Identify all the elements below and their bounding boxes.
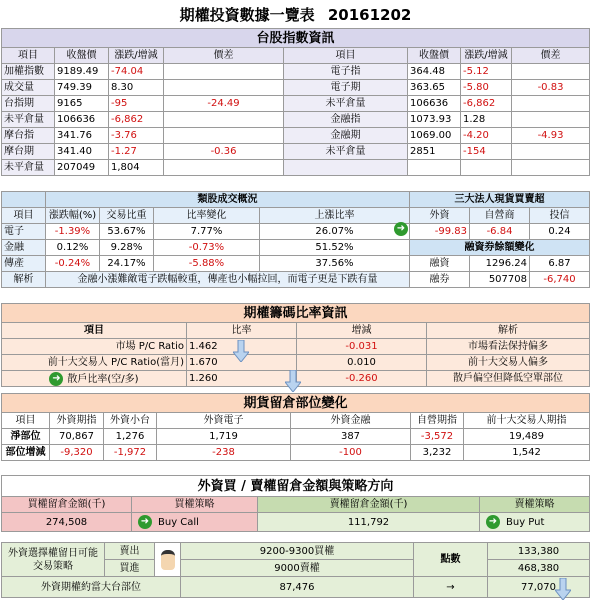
sector-cell: 0.12%	[46, 240, 100, 256]
sector-title: 類股成交概況	[46, 192, 410, 208]
twse-table	[1, 28, 590, 176]
down-arrow-icon	[555, 578, 571, 600]
sector-analysis-text: 金融小漲難敵電子跌幅較重，傳產也小幅拉回，而電子更是下跌有量	[46, 272, 410, 288]
twse-cell	[512, 144, 590, 160]
margin-change-financing: 6.87	[530, 256, 590, 272]
bottom-equiv-arrow: →	[414, 577, 488, 598]
title-text: 期權投資數據一覽表	[179, 6, 315, 24]
right-arrow-icon: ➜	[138, 515, 152, 529]
bottom-label: 外資選擇權留日可能交易策略	[2, 543, 105, 577]
margin-title: 融資券餘額變化	[410, 240, 590, 256]
twse-cell	[284, 160, 408, 176]
twse-cell: -0.36	[164, 144, 284, 160]
twse-cell	[408, 160, 461, 176]
futures-cell: -9,320	[50, 445, 104, 461]
twse-cell	[164, 112, 284, 128]
right-arrow-icon: ➜	[486, 515, 500, 529]
strategy-put-strategy: Buy Put	[506, 517, 545, 528]
twse-cell: 341.76	[55, 128, 109, 144]
twse-cell	[164, 64, 284, 80]
futures-cell: 387	[291, 429, 411, 445]
bottom-points-2: 468,380	[488, 560, 590, 577]
title-date: 20161202	[327, 6, 412, 24]
institutional-table	[409, 191, 590, 288]
options-row-retail-ratio: 1.260	[187, 371, 297, 387]
margin-change-short: -6,740	[530, 272, 590, 288]
twse-header-cell: 收盤價	[408, 48, 461, 64]
twse-cell	[512, 160, 590, 176]
bottom-sell-value: 9200-9300買權	[181, 543, 414, 560]
twse-cell: 1073.93	[408, 112, 461, 128]
options-row-market-ratio: 1.462	[187, 339, 297, 355]
sector-header-cell: 項目	[2, 208, 46, 224]
person-icon	[161, 550, 175, 570]
strategy-table	[1, 475, 590, 532]
margin-value-financing: 1296.24	[470, 256, 530, 272]
options-row-retail-label	[2, 371, 187, 387]
sector-cell: -0.24%	[46, 256, 100, 272]
table-row	[2, 96, 590, 112]
sector-cell: 37.56%	[260, 256, 410, 272]
twse-cell: 106636	[55, 112, 109, 128]
inst-value-trust: 0.24	[530, 224, 590, 240]
twse-section-title: 台股指數資訊	[2, 29, 590, 48]
bottom-points-label: 點數	[414, 543, 488, 577]
twse-cell: -4.93	[512, 128, 590, 144]
options-head-analysis: 解析	[427, 323, 590, 339]
bottom-buy-label: 買進	[105, 560, 155, 577]
strategy-call-strategy-cell	[132, 513, 258, 532]
futures-cell: 部位增減	[2, 445, 50, 461]
table-row	[2, 64, 590, 80]
institutional-title: 三大法人現貨買賣超	[410, 192, 590, 208]
person-icon-cell	[155, 543, 181, 577]
strategy-head-put-strategy: 賣權策略	[480, 497, 590, 513]
twse-header-cell: 價差	[164, 48, 284, 64]
twse-cell: 749.39	[55, 80, 109, 96]
right-arrow-icon: ➜	[394, 222, 408, 236]
twse-header-cell: 價差	[512, 48, 590, 64]
twse-cell: 1,804	[109, 160, 164, 176]
options-row-market-analysis: 市場看法保持偏多	[427, 339, 590, 355]
bottom-equiv-value: 87,476	[181, 577, 414, 598]
inst-head-foreign: 外資	[410, 208, 470, 224]
sector-cell: 24.17%	[100, 256, 154, 272]
twse-cell: 363.65	[408, 80, 461, 96]
options-row-top10-ratio: 1.670	[187, 355, 297, 371]
bottom-points-1: 133,380	[488, 543, 590, 560]
twse-cell: -5.80	[461, 80, 512, 96]
futures-header-cell: 項目	[2, 413, 50, 429]
twse-cell: -95	[109, 96, 164, 112]
sector-table	[1, 191, 410, 288]
options-row-top10-analysis: 前十大交易人偏多	[427, 355, 590, 371]
twse-cell: 9189.49	[55, 64, 109, 80]
futures-header-cell: 前十大交易人期指	[464, 413, 590, 429]
twse-cell: 106636	[408, 96, 461, 112]
table-row	[2, 128, 590, 144]
sector-cell: 53.67%	[100, 224, 154, 240]
options-row-market-change: -0.031	[297, 339, 427, 355]
page-title	[0, 4, 591, 26]
futures-cell: 1,542	[464, 445, 590, 461]
sector-cell: 傳產	[2, 256, 46, 272]
twse-cell: 9165	[55, 96, 109, 112]
table-row	[2, 112, 590, 128]
twse-cell: -6,862	[109, 112, 164, 128]
options-row-market-label: 市場 P/C Ratio	[2, 339, 187, 355]
twse-cell	[512, 96, 590, 112]
twse-cell: 台指期	[2, 96, 55, 112]
table-row	[2, 160, 590, 176]
options-row-top10-label: 前十大交易人 P/C Ratio(當月)	[2, 355, 187, 371]
twse-cell: -0.83	[512, 80, 590, 96]
twse-cell: 2851	[408, 144, 461, 160]
margin-value-short: 507708	[470, 272, 530, 288]
futures-cell: 淨部位	[2, 429, 50, 445]
sector-header-cell: 交易比重	[100, 208, 154, 224]
twse-cell: -74.04	[109, 64, 164, 80]
twse-cell: 未平倉量	[284, 96, 408, 112]
futures-cell: -100	[291, 445, 411, 461]
options-head-ratio: 比率	[187, 323, 297, 339]
inst-value-dealer: -6.84	[470, 224, 530, 240]
options-head-change: 增減	[297, 323, 427, 339]
twse-cell: 電子期	[284, 80, 408, 96]
twse-cell: 1069.00	[408, 128, 461, 144]
twse-cell: -4.20	[461, 128, 512, 144]
twse-header-cell: 收盤價	[55, 48, 109, 64]
twse-cell: 364.48	[408, 64, 461, 80]
table-row	[2, 445, 590, 461]
sector-cell: 7.77%	[154, 224, 260, 240]
twse-header-cell: 項目	[284, 48, 408, 64]
sector-cell: 9.28%	[100, 240, 154, 256]
sector-cell: 51.52%	[260, 240, 410, 256]
sector-header-cell: 漲跌幅(%)	[46, 208, 100, 224]
futures-section-title: 期貨留倉部位變化	[2, 394, 590, 413]
right-arrow-icon: ➜	[49, 372, 63, 386]
sector-cell: 26.07%	[260, 224, 410, 240]
twse-header-cell: 漲跌/增減	[109, 48, 164, 64]
twse-cell: 未平倉量	[284, 144, 408, 160]
inst-head-trust: 投信	[530, 208, 590, 224]
twse-cell: 金融指	[284, 112, 408, 128]
table-row	[2, 256, 410, 272]
futures-cell: 19,489	[464, 429, 590, 445]
options-row-top10-change: 0.010	[297, 355, 427, 371]
twse-cell	[164, 80, 284, 96]
futures-cell: -3,572	[411, 429, 464, 445]
table-row	[2, 240, 410, 256]
twse-cell	[512, 112, 590, 128]
options-head-item: 項目	[2, 323, 187, 339]
options-row-retail-analysis: 散戶偏空但降低空單部位	[427, 371, 590, 387]
sector-header-cell: 比率變化	[154, 208, 260, 224]
sector-cell: -0.73%	[154, 240, 260, 256]
bottom-equiv-result: 77,070	[488, 577, 590, 598]
strategy-put-strategy-cell	[480, 513, 590, 532]
sector-analysis-label: 解析	[2, 272, 46, 288]
bottom-table	[1, 542, 590, 598]
strategy-head-call-amount: 買權留倉金額(千)	[2, 497, 132, 513]
twse-cell: -6,862	[461, 96, 512, 112]
futures-header-cell: 外資期指	[50, 413, 104, 429]
twse-cell: 加權指數	[2, 64, 55, 80]
futures-header-cell: 外資小台	[104, 413, 157, 429]
futures-header-cell: 外資電子	[157, 413, 291, 429]
table-row	[2, 224, 410, 240]
down-arrow-icon	[233, 340, 249, 362]
table-row	[2, 429, 590, 445]
twse-cell: 未平倉量	[2, 160, 55, 176]
sector-cell: -1.39%	[46, 224, 100, 240]
options-section-title: 期權籌碼比率資訊	[2, 304, 590, 323]
futures-cell: 70,867	[50, 429, 104, 445]
twse-header-cell: 漲跌/增減	[461, 48, 512, 64]
sector-header-cell: 上漲比率	[260, 208, 410, 224]
twse-cell: -3.76	[109, 128, 164, 144]
futures-table	[1, 393, 590, 461]
strategy-head-put-amount: 賣權留倉金額(千)	[258, 497, 480, 513]
inst-head-dealer: 自營商	[470, 208, 530, 224]
strategy-call-strategy: Buy Call	[158, 517, 199, 528]
futures-header-cell: 自營期指	[411, 413, 464, 429]
futures-cell: -1,972	[104, 445, 157, 461]
twse-cell: 341.40	[55, 144, 109, 160]
twse-cell: 207049	[55, 160, 109, 176]
twse-cell: 摩台指	[2, 128, 55, 144]
sector-cell: 金融	[2, 240, 46, 256]
twse-cell	[512, 64, 590, 80]
sector-cell: -5.88%	[154, 256, 260, 272]
twse-cell: 摩台期	[2, 144, 55, 160]
twse-cell	[164, 160, 284, 176]
bottom-buy-value: 9000賣權	[181, 560, 414, 577]
strategy-put-amount: 111,792	[258, 513, 480, 532]
margin-label-financing: 融資	[410, 256, 470, 272]
futures-cell: 3,232	[411, 445, 464, 461]
inst-value-foreign: -99.83	[410, 224, 470, 240]
strategy-section-title: 外資買 / 賣權留倉金額與策略方向	[2, 476, 590, 497]
bottom-equiv-label: 外資期權約當大台部位	[2, 577, 181, 598]
twse-cell: -24.49	[164, 96, 284, 112]
twse-cell: 1.28	[461, 112, 512, 128]
twse-cell	[164, 128, 284, 144]
table-row	[2, 144, 590, 160]
futures-cell: -238	[157, 445, 291, 461]
options-row-retail-change: -0.260	[297, 371, 427, 387]
futures-cell: 1,719	[157, 429, 291, 445]
twse-cell: 8.30	[109, 80, 164, 96]
down-arrow-icon	[285, 370, 301, 392]
bottom-sell-label: 賣出	[105, 543, 155, 560]
twse-cell: 電子指	[284, 64, 408, 80]
table-row	[2, 80, 590, 96]
margin-label-short: 融券	[410, 272, 470, 288]
strategy-head-call-strategy: 買權策略	[132, 497, 258, 513]
twse-header-cell: 項目	[2, 48, 55, 64]
twse-cell: -154	[461, 144, 512, 160]
strategy-call-amount: 274,508	[2, 513, 132, 532]
twse-cell	[461, 160, 512, 176]
sector-cell: 電子	[2, 224, 46, 240]
twse-cell: 成交量	[2, 80, 55, 96]
options-row-retail-label-text: 散戶比率(空/多)	[67, 373, 139, 385]
twse-cell: -5.12	[461, 64, 512, 80]
futures-cell: 1,276	[104, 429, 157, 445]
futures-header-cell: 外資金融	[291, 413, 411, 429]
twse-cell: 金融期	[284, 128, 408, 144]
twse-cell: 未平倉量	[2, 112, 55, 128]
twse-cell: -1.27	[109, 144, 164, 160]
